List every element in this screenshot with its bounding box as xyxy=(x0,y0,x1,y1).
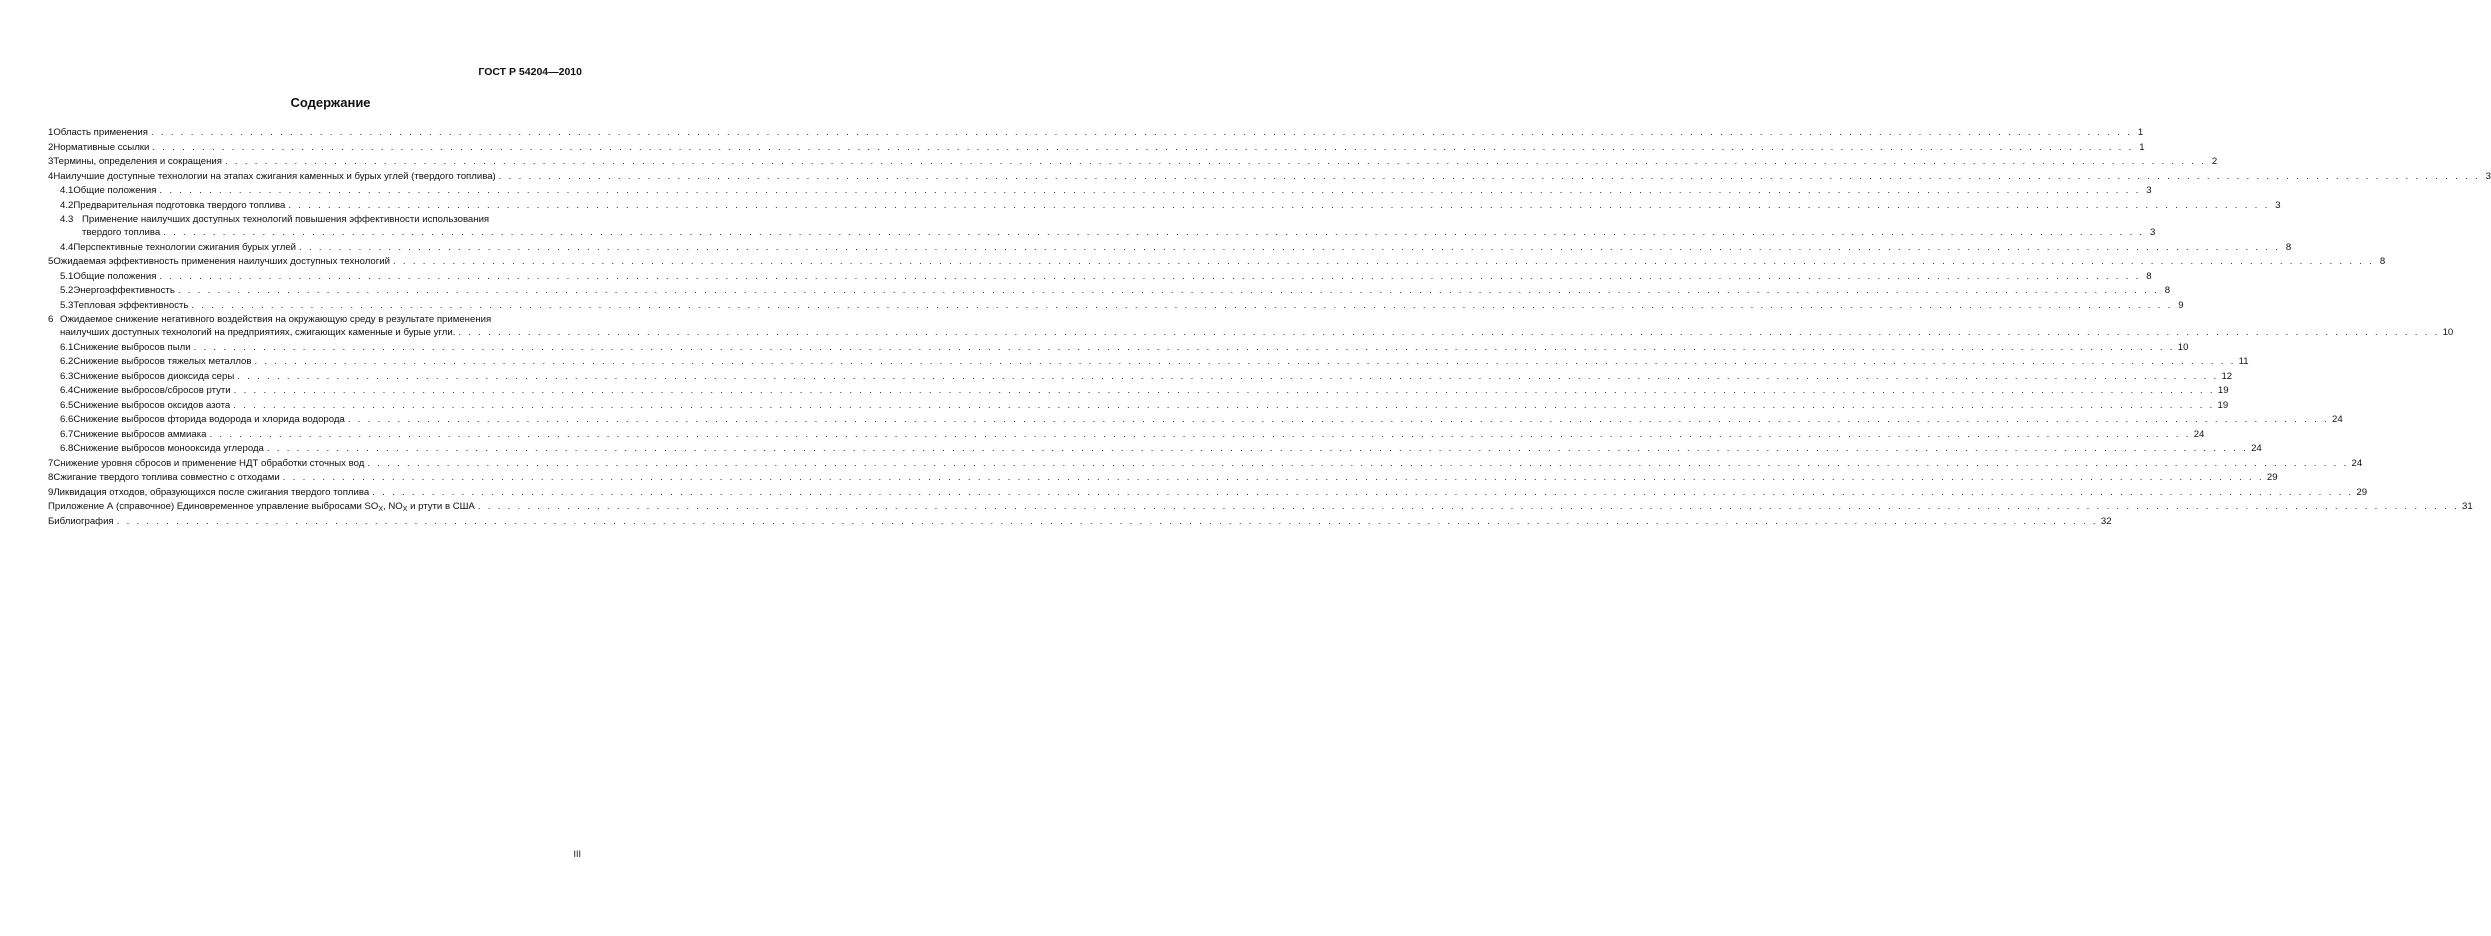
toc-entry-number: 3 xyxy=(48,156,54,167)
toc-entry-line xyxy=(60,299,2184,314)
toc-entry-number: 4.1 xyxy=(60,185,74,196)
toc-entry-number: 6.2 xyxy=(60,356,74,367)
toc-entry-title: Ожидаемая эффективность применения наилучших доступных технологий xyxy=(53,256,390,267)
toc-entry-page: 1 xyxy=(2137,127,2144,138)
toc-entry-title: Применение наилучших доступных технологий повышения эффективности использования xyxy=(82,214,490,225)
toc-entry[interactable] xyxy=(48,284,2171,299)
toc-leader-dots: . . . . . . . . . . . . . . . . . . . . . . . . . . . . . . . . . . . . . . . . . . . . . . . . . . . . . . . . . . . . . . . . . . . . . . . . . . . . . . . . . . . . . . . . . . . . . . . . . . . . . . . . . . . . . . . . . . . . . . . . . . . . . . . . . . . . . . . . . . . . . . . . . . . . . . . . . . . . . . . . . . . . . . . . . . . . . . . . . . . . . . . . . . . . . . . . . . . . . . . . xyxy=(347,414,2330,425)
toc-entry-title: Снижение уровня сбросов и применение НДТ обработки сточных вод xyxy=(53,457,365,469)
toc-entry-line xyxy=(60,442,2262,457)
toc-entry-number: 9 xyxy=(48,486,54,498)
toc-entry-line xyxy=(48,500,2473,515)
toc-leader-dots: . . . . . . . . . . . . . . . . . . . . . . . . . . . . . . . . . . . . . . . . . . . . . . . . . . . . . . . . . . . . . . . . . . . . . . . . . . . . . . . . . . . . . . . . . . . . . . . . . . . . . . . . . . . . . . . . . . . . . . . . . . . . . . . . . . . . . . . . . . . . . . . . . . . . . . . . . . . . . . . . . . . . . . . . . . . . . . . . . . . . . . . . . . . . . . . . . . . . . . . . xyxy=(159,185,2141,196)
toc-entry-page: 8 xyxy=(2164,285,2171,296)
toc-entry[interactable] xyxy=(48,428,2205,443)
toc-leader-dots: . . . . . . . . . . . . . . . . . . . . . . . . . . . . . . . . . . . . . . . . . . . . . . . . . . . . . . . . . . . . . . . . . . . . . . . . . . . . . . . . . . . . . . . . . . . . . . . . . . . . . . . . . . . . . . . . . . . . . . . . . . . . . . . . . . . . . . . . . . . . . . . . . . . . . . . . . . . . . . . . . . . . . . . . . . . . . . . . . . . . . . . . . . . . . . . . . . . . . . . . xyxy=(372,486,2354,498)
toc-entry-line xyxy=(48,471,2278,486)
toc-entry[interactable] xyxy=(48,141,2145,156)
toc-entry-page: 29 xyxy=(2356,486,2368,498)
toc-entry-line xyxy=(60,284,2171,299)
toc-entry-page: 10 xyxy=(2177,341,2189,353)
toc-entry[interactable] xyxy=(48,255,2386,270)
toc-entry-number: 5.2 xyxy=(60,285,74,296)
toc-entry-page: 32 xyxy=(2100,515,2112,527)
toc-leader-dots: . . . . . . . . . . . . . . . . . . . . . . . . . . . . . . . . . . . . . . . . . . . . . . . . . . . . . . . . . . . . . . . . . . . . . . . . . . . . . . . . . . . . . . . . . . . . . . . . . . . . . . . . . . . . . . . . . . . . . . . . . . . . . . . . . . . . . . . . . . . . . . . . . . . . . . . . . . . . . . . . . . . . . . . . . . . . . . . . . . . . . . . . . . . . . . . . . . . . . . . . xyxy=(282,472,2264,483)
toc-entry-line xyxy=(48,313,583,326)
toc-leader-dots: . . . . . . . . . . . . . . . . . . . . . . . . . . . . . . . . . . . . . . . . . . . . . . . . . . . . . . . . . . . . . . . . . . . . . . . . . . . . . . . . . . . . . . . . . . . . . . . . . . . . . . . . . . . . . . . . . . . . . . . . . . . . . . . . . . . . . . . . . . . . . . . . . . . . . . . . . . . . . . . . . . . . . . . . . . . . . . . . . . . . . . . . . . . . . . . . . . . . . . . . xyxy=(237,370,2219,382)
toc-entry-line xyxy=(48,141,2145,156)
toc-entry-title: Ликвидация отходов, образующихся после сжигания твердого топлива xyxy=(53,486,370,498)
toc-entry-title-continued: твердого топлива xyxy=(82,227,161,238)
toc-entry-page: 8 xyxy=(2379,256,2386,267)
toc-entry-number: 4.2 xyxy=(60,199,74,211)
toc-entry-line xyxy=(60,413,2343,428)
toc-entry-bibliography[interactable] xyxy=(48,515,2112,530)
toc-entry[interactable] xyxy=(48,199,2281,214)
toc-entry-title: Предварительная подготовка твердого топлива xyxy=(73,199,286,211)
toc-entry[interactable] xyxy=(48,170,2491,185)
toc-entry-number: 5.3 xyxy=(60,299,74,311)
toc-entry[interactable] xyxy=(48,341,2189,356)
toc-entry-title: Термины, определения и сокращения xyxy=(53,156,222,167)
toc-leader-dots: . . . . . . . . . . . . . . . . . . . . . . . . . . . . . . . . . . . . . . . . . . . . . . . . . . . . . . . . . . . . . . . . . . . . . . . . . . . . . . . . . . . . . . . . . . . . . . . . . . . . . . . . . . . . . . . . . . . . . . . . . . . . . . . . . . . . . . . . . . . . . . . . . . . . . . . . . . . . . . . . . . . . . . . . . . . . . . . . . . . . . . . . . . . . . . . . . . . . . . . . xyxy=(392,256,2375,267)
toc-entry-line xyxy=(48,515,2112,530)
toc-entry-line xyxy=(60,384,2229,399)
toc-leader-dots: . . . . . . . . . . . . . . . . . . . . . . . . . . . . . . . . . . . . . . . . . . . . . . . . . . . . . . . . . . . . . . . . . . . . . . . . . . . . . . . . . . . . . . . . . . . . . . . . . . . . . . . . . . . . . . . . . . . . . . . . . . . . . . . . . . . . . . . . . . . . . . . . . . . . . . . . . . . . . . . . . . . . . . . . . . . . . . . . . . . . . . . . . . . . . . . . . . . . . . . . xyxy=(367,457,2349,469)
toc-entry-appendix[interactable] xyxy=(48,500,2473,515)
toc-entry-number: 6.3 xyxy=(60,370,74,382)
toc-leader-dots: . . . . . . . . . . . . . . . . . . . . . . . . . . . . . . . . . . . . . . . . . . . . . . . . . . . . . . . . . . . . . . . . . . . . . . . . . . . . . . . . . . . . . . . . . . . . . . . . . . . . . . . . . . . . . . . . . . . . . . . . . . . . . . . . . . . . . . . . . . . . . . . . . . . . . . . . . . . . . . . . . . . . . . . . . . . . . . . . . . . . . . . . . . . . . . . . . . . . . . . . xyxy=(150,127,2133,138)
toc-entry-page: 31 xyxy=(2462,501,2473,512)
toc-entry-page: 8 xyxy=(2146,270,2152,282)
toc-entry-line xyxy=(48,457,2363,472)
toc-entry-number: 1 xyxy=(48,127,54,138)
toc-entry-number: 6.4 xyxy=(60,385,74,396)
toc-entry[interactable] xyxy=(48,471,2278,486)
toc-entry[interactable] xyxy=(48,355,2249,370)
toc-entry-line xyxy=(60,399,2229,414)
toc-entry[interactable] xyxy=(48,384,2229,399)
toc-entry[interactable] xyxy=(48,370,2233,385)
toc-entry-number: 5.1 xyxy=(60,270,74,282)
toc-entry-title: Ожидаемое снижение негативного воздействия на окружающую среду в результате применения xyxy=(60,314,492,325)
toc-entry-number: 2 xyxy=(48,141,54,153)
toc-entry-number: 8 xyxy=(48,472,54,483)
toc-entry-title: Общие положения xyxy=(73,270,157,282)
toc-entry-title: Снижение выбросов оксидов азота xyxy=(73,399,231,411)
toc-leader-dots: . . . . . . . . . . . . . . . . . . . . . . . . . . . . . . . . . . . . . . . . . . . . . . . . . . . . . . . . . . . . . . . . . . . . . . . . . . . . . . . . . . . . . . . . . . . . . . . . . . . . . . . . . . . . . . . . . . . . . . . . . . . . . . . . . . . . . . . . . . . . . . . . . . . . . . . . . . . . . . . . . . . . . . . . . . . . . . . . . . . . . . . . . . . . . . . . . . . . . . . . xyxy=(498,170,2480,182)
toc-entry-number: 4 xyxy=(48,170,54,182)
toc-leader-dots: . . . . . . . . . . . . . . . . . . . . . . . . . . . . . . . . . . . . . . . . . . . . . . . . . . . . . . . . . . . . . . . . . . . . . . . . . . . . . . . . . . . . . . . . . . . . . . . . . . . . . . . . . . . . . . . . . . . . . . . . . . . . . . . . . . . . . . . . . . . . . . . . . . . . . . . . . . . . . . . . . . . . . . . . . . . . . . . . . . . . . . . . . . . . . . . . . . . . . . . . xyxy=(193,341,2175,353)
appendix-title xyxy=(48,500,475,515)
toc-entry-number: 6 xyxy=(48,314,54,325)
toc-entry[interactable] xyxy=(48,299,2184,314)
bibliography-title: Библиография xyxy=(48,515,114,527)
toc-entry-title-continued: наилучших доступных технологий на предприятиях, сжигающих каменные и бурые угли. xyxy=(60,327,456,338)
toc-leader-dots: . . . . . . . . . . . . . . . . . . . . . . . . . . . . . . . . . . . . . . . . . . . . . . . . . . . . . . . . . . . . . . . . . . . . . . . . . . . . . . . . . . . . . . . . . . . . . . . . . . . . . . . . . . . . . . . . . . . . . . . . . . . . . . . . . . . . . . . . . . . . . . . . . . . . . . . . . . . . . . . . . . . . . . . . . . . . . . . . . . . . . . . . . . . . . . . . . . . . . . . . xyxy=(477,501,2460,512)
toc-leader-dots: . . . . . . . . . . . . . . . . . . . . . . . . . . . . . . . . . . . . . . . . . . . . . . . . . . . . . . . . . . . . . . . . . . . . . . . . . . . . . . . . . . . . . . . . . . . . . . . . . . . . . . . . . . . . . . . . . . . . . . . . . . . . . . . . . . . . . . . . . . . . . . . . . . . . . . . . . . . . . . . . . . . . . . . . . . . . . . . . . . . . . . . . . . . . . . . . . . . . . . . . xyxy=(163,227,2145,238)
toc-entry[interactable] xyxy=(48,241,2292,256)
toc-entry[interactable] xyxy=(48,213,2156,241)
appendix-label: Приложение А (справочное) Единовременное управление выбросами SO xyxy=(48,501,379,512)
toc-entry-line xyxy=(60,428,2205,443)
toc-entry-page: 3 xyxy=(2150,227,2156,238)
toc-leader-dots: . . . . . . . . . . . . . . . . . . . . . . . . . . . . . . . . . . . . . . . . . . . . . . . . . . . . . . . . . . . . . . . . . . . . . . . . . . . . . . . . . . . . . . . . . . . . . . . . . . . . . . . . . . . . . . . . . . . . . . . . . . . . . . . . . . . . . . . . . . . . . . . . . . . . . . . . . . . . . . . . . . . . . . . . . . . . . . . . . . . . . . . . . . . . . . . . . . . . . . . . xyxy=(266,443,2249,454)
toc-entry-line xyxy=(48,486,2368,501)
document-code: ГОСТ Р 54204—2010 xyxy=(478,66,582,78)
toc-entry-line xyxy=(60,199,2281,214)
toc-entry-title: Снижение выбросов тяжелых металлов xyxy=(73,356,252,367)
toc-entry-line xyxy=(60,270,2152,285)
toc-entry[interactable] xyxy=(48,270,2152,285)
subscript-x: X xyxy=(378,506,383,513)
toc-entry-number: 7 xyxy=(48,457,54,469)
toc-leader-dots: . . . . . . . . . . . . . . . . . . . . . . . . . . . . . . . . . . . . . . . . . . . . . . . . . . . . . . . . . . . . . . . . . . . . . . . . . . . . . . . . . . . . . . . . . . . . . . . . . . . . . . . . . . . . . . . . . . . . . . . . . . . . . . . . . . . . . . . . . . . . . . . . . . . . . . . . . . . . . . . . . . . . . . . . . . . . . . . . . . . . . . . . . . . . . . . . . . . . . . . . xyxy=(233,399,2215,411)
toc-entry-title: Снижение выбросов монооксида углерода xyxy=(73,443,264,454)
toc-entry-title: Наилучшие доступные технологии на этапах сжигания каменных и бурых углей (твердого топлива) xyxy=(53,170,496,182)
toc-entry-page: 10 xyxy=(2442,327,2454,338)
toc-entry[interactable] xyxy=(48,399,2229,414)
page-number: III xyxy=(573,849,581,859)
toc-entry-page: 24 xyxy=(2332,414,2343,425)
toc-entry-page: 3 xyxy=(2275,199,2281,211)
toc-entry-line xyxy=(48,170,2491,185)
toc-entry[interactable] xyxy=(48,126,2144,141)
toc-entry-title: Снижение выбросов пыли xyxy=(73,341,191,353)
toc-entry[interactable] xyxy=(48,184,2152,199)
toc-entry-page: 19 xyxy=(2217,385,2229,396)
toc-leader-dots: . . . . . . . . . . . . . . . . . . . . . . . . . . . . . . . . . . . . . . . . . . . . . . . . . . . . . . . . . . . . . . . . . . . . . . . . . . . . . . . . . . . . . . . . . . . . . . . . . . . . . . . . . . . . . . . . . . . . . . . . . . . . . . . . . . . . . . . . . . . . . . . . . . . . . . . . . . . . . . . . . . . . . . . . . . . . . . . . . . . . . . . . . . . . . . . . . . . . . . . . xyxy=(299,241,2281,253)
toc-leader-dots: . . . . . . . . . . . . . . . . . . . . . . . . . . . . . . . . . . . . . . . . . . . . . . . . . . . . . . . . . . . . . . . . . . . . . . . . . . . . . . . . . . . . . . . . . . . . . . . . . . . . . . . . . . . . . . . . . . . . . . . . . . . . . . . . . . . . . . . . . . . . . . . . . . . . . . . . . . . . . . . . . . . . . . . . . . . . . . . . . . . . . . . . . . . . . . . . . . . . . . . . xyxy=(177,285,2160,296)
toc-leader-dots: . . . . . . . . . . . . . . . . . . . . . . . . . . . . . . . . . . . . . . . . . . . . . . . . . . . . . . . . . . . . . . . . . . . . . . . . . . . . . . . . . . . . . . . . . . . . . . . . . . . . . . . . . . . . . . . . . . . . . . . . . . . . . . . . . . . . . . . . . . . . . . . . . . . . . . . . . . . . . . . . . . . . . . . . . . . . . . . . . . . . . . . . . . . . . . . . . . . . . . . . xyxy=(159,270,2141,282)
toc-leader-dots: . . . . . . . . . . . . . . . . . . . . . . . . . . . . . . . . . . . . . . . . . . . . . . . . . . . . . . . . . . . . . . . . . . . . . . . . . . . . . . . . . . . . . . . . . . . . . . . . . . . . . . . . . . . . . . . . . . . . . . . . . . . . . . . . . . . . . . . . . . . . . . . . . . . . . . . . . . . . . . . . . . . . . . . . . . . . . . . . . . . . . . . . . . . . . . . . . . . . . . . . xyxy=(224,156,2207,167)
toc-entry-title: Тепловая эффективность xyxy=(73,299,189,311)
page-title: Содержание xyxy=(290,95,371,110)
toc-entry-page: 2 xyxy=(2211,156,2218,167)
toc-entry-line xyxy=(60,213,583,226)
toc-entry[interactable] xyxy=(48,155,2218,170)
toc-entry-page: 1 xyxy=(2139,141,2145,153)
toc-entry-page: 24 xyxy=(2351,457,2363,469)
toc-entry-page: 24 xyxy=(2193,428,2205,440)
toc-leader-dots: . . . . . . . . . . . . . . . . . . . . . . . . . . . . . . . . . . . . . . . . . . . . . . . . . . . . . . . . . . . . . . . . . . . . . . . . . . . . . . . . . . . . . . . . . . . . . . . . . . . . . . . . . . . . . . . . . . . . . . . . . . . . . . . . . . . . . . . . . . . . . . . . . . . . . . . . . . . . . . . . . . . . . . . . . . . . . . . . . . . . . . . . . . . . . . . . . . . . . . . . xyxy=(209,428,2191,440)
toc-entry-line xyxy=(60,355,2249,370)
toc-entry-page: 3 xyxy=(2485,170,2491,182)
toc-entry-title: Перспективные технологии сжигания бурых углей xyxy=(73,241,297,253)
subscript-x: X xyxy=(402,506,408,513)
toc-entry[interactable] xyxy=(48,486,2368,501)
toc-leader-dots: . . . . . . . . . . . . . . . . . . . . . . . . . . . . . . . . . . . . . . . . . . . . . . . . . . . . . . . . . . . . . . . . . . . . . . . . . . . . . . . . . . . . . . . . . . . . . . . . . . . . . . . . . . . . . . . . . . . . . . . . . . . . . . . . . . . . . . . . . . . . . . . . . . . . . . . . . . . . . . . . . . . . . . . . . . . . . . . . . . . . . . . . . . . . . . . . . . . . . . . . xyxy=(288,199,2270,211)
toc-entry-page: 19 xyxy=(2217,399,2229,411)
toc-entry-number: 6.1 xyxy=(60,341,74,353)
toc-entry-line xyxy=(60,226,2156,241)
toc-entry-title: Нормативные ссылки xyxy=(53,141,150,153)
toc-entry-number: 6.5 xyxy=(60,399,74,411)
toc-entry[interactable] xyxy=(48,457,2363,472)
toc-entry-title: Область применения xyxy=(53,127,148,138)
toc-entry-title: Энергоэффективность xyxy=(73,285,175,296)
toc-leader-dots: . . . . . . . . . . . . . . . . . . . . . . . . . . . . . . . . . . . . . . . . . . . . . . . . . . . . . . . . . . . . . . . . . . . . . . . . . . . . . . . . . . . . . . . . . . . . . . . . . . . . . . . . . . . . . . . . . . . . . . . . . . . . . . . . . . . . . . . . . . . . . . . . . . . . . . . . . . . . . . . . . . . . . . . . . . . . . . . . . . . . . . . . . . . . . . . . . . . . . . . . xyxy=(233,385,2215,396)
toc-entry-number: 6.7 xyxy=(60,428,74,440)
toc-entry-page: 9 xyxy=(2178,299,2184,311)
toc-entry-number: 5 xyxy=(48,256,54,267)
toc-entry-page: 12 xyxy=(2221,370,2233,382)
toc-entry-page: 8 xyxy=(2285,241,2292,253)
toc-entry[interactable] xyxy=(48,442,2262,457)
toc-entry-title: Снижение выбросов фторида водорода и хлорида водорода xyxy=(73,414,345,425)
toc-entry-line xyxy=(60,184,2152,199)
toc-entry-title: Снижение выбросов диоксида серы xyxy=(73,370,235,382)
toc-entry-page: 24 xyxy=(2251,443,2262,454)
toc-leader-dots: . . . . . . . . . . . . . . . . . . . . . . . . . . . . . . . . . . . . . . . . . . . . . . . . . . . . . . . . . . . . . . . . . . . . . . . . . . . . . . . . . . . . . . . . . . . . . . . . . . . . . . . . . . . . . . . . . . . . . . . . . . . . . . . . . . . . . . . . . . . . . . . . . . . . . . . . . . . . . . . . . . . . . . . . . . . . . . . . . . . . . . . . . . . . . . . . . . . . . . . . xyxy=(191,299,2173,311)
toc-entry[interactable] xyxy=(48,413,2343,428)
toc-leader-dots: . . . . . . . . . . . . . . . . . . . . . . . . . . . . . . . . . . . . . . . . . . . . . . . . . . . . . . . . . . . . . . . . . . . . . . . . . . . . . . . . . . . . . . . . . . . . . . . . . . . . . . . . . . . . . . . . . . . . . . . . . . . . . . . . . . . . . . . . . . . . . . . . . . . . . . . . . . . . . . . . . . . . . . . . . . . . . . . . . . . . . . . . . . . . . . . . . . . . . . . . xyxy=(254,356,2236,367)
appendix-tail: и ртути в США xyxy=(407,501,475,512)
toc-entry[interactable] xyxy=(48,313,2454,341)
toc-entry-page: 29 xyxy=(2266,472,2278,483)
toc-entry-line xyxy=(48,155,2218,170)
toc-entry-line xyxy=(48,326,2454,341)
toc-entry-page: 3 xyxy=(2146,185,2152,196)
toc-entry-number: 4.4 xyxy=(60,241,74,253)
table-of-contents xyxy=(48,126,2491,529)
toc-entry-number: 6.6 xyxy=(60,414,74,425)
toc-entry-line xyxy=(60,241,2292,256)
toc-entry-title: Снижение выбросов/сбросов ртути xyxy=(73,385,231,396)
toc-entry-line xyxy=(60,341,2189,356)
toc-entry-page: 11 xyxy=(2238,356,2249,367)
toc-entry-line xyxy=(60,370,2233,385)
toc-entry-title: Общие положения xyxy=(73,185,157,196)
toc-entry-number: 6.8 xyxy=(60,443,74,454)
toc-leader-dots: . . . . . . . . . . . . . . . . . . . . . . . . . . . . . . . . . . . . . . . . . . . . . . . . . . . . . . . . . . . . . . . . . . . . . . . . . . . . . . . . . . . . . . . . . . . . . . . . . . . . . . . . . . . . . . . . . . . . . . . . . . . . . . . . . . . . . . . . . . . . . . . . . . . . . . . . . . . . . . . . . . . . . . . . . . . . . . . . . . . . . . . . . . . . . . . . . . . . . . . . xyxy=(458,327,2440,338)
toc-entry-title: Сжигание твердого топлива совместно с отходами xyxy=(53,472,280,483)
toc-entry-line xyxy=(48,126,2144,141)
appendix-mid: , NO xyxy=(383,501,403,512)
toc-leader-dots: . . . . . . . . . . . . . . . . . . . . . . . . . . . . . . . . . . . . . . . . . . . . . . . . . . . . . . . . . . . . . . . . . . . . . . . . . . . . . . . . . . . . . . . . . . . . . . . . . . . . . . . . . . . . . . . . . . . . . . . . . . . . . . . . . . . . . . . . . . . . . . . . . . . . . . . . . . . . . . . . . . . . . . . . . . . . . . . . . . . . . . . . . . . . . . . . . . . . . . . . xyxy=(152,141,2134,153)
toc-entry-line xyxy=(48,255,2386,270)
toc-leader-dots: . . . . . . . . . . . . . . . . . . . . . . . . . . . . . . . . . . . . . . . . . . . . . . . . . . . . . . . . . . . . . . . . . . . . . . . . . . . . . . . . . . . . . . . . . . . . . . . . . . . . . . . . . . . . . . . . . . . . . . . . . . . . . . . . . . . . . . . . . . . . . . . . . . . . . . . . . . . . . . . . . . . . . . . . . . . . . . . . . . . . . . . . . . . . . . . . . . . . . . . . xyxy=(116,515,2098,527)
toc-entry-title: Снижение выбросов аммиака xyxy=(73,428,207,440)
toc-entry-number: 4.3 xyxy=(60,214,74,225)
